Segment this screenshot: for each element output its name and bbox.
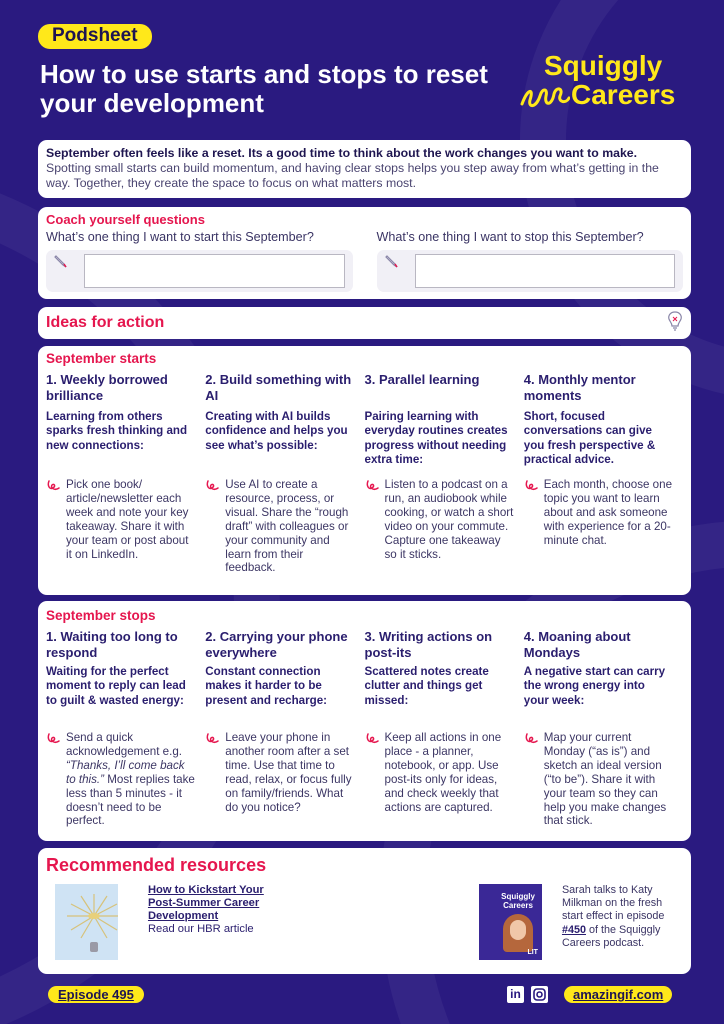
linkedin-icon[interactable]: in (507, 986, 524, 1003)
pencil-icon (54, 250, 78, 273)
item-subtitle: Short, focused conversations can give you fresh perspective & practical advice. (523, 410, 656, 466)
stop-item (46, 629, 205, 828)
item-title: 1. Weekly borrowed brilliance (46, 372, 168, 403)
item-title: 4. Monthly mentor moments (523, 372, 636, 403)
website-link[interactable]: amazingif.com (564, 986, 672, 1003)
item-action (66, 731, 195, 828)
hbr-article-link[interactable]: How to Kickstart Your Post-Summer Career Development (147, 884, 264, 922)
squiggle-bullet-icon (205, 478, 225, 575)
item-title: 3. Parallel learning (364, 372, 480, 387)
start-item (524, 372, 683, 575)
lightbulb-illustration-icon (55, 884, 118, 960)
item-subtitle: Learning from others sparks fresh thinking and new connections: (46, 410, 188, 452)
item-title: 4. Moaning about Mondays (523, 629, 631, 660)
item-action: Listen to a podcast on a run, an audiobook while cooking, or watch a short video on your commute. Capture one takeaway so it sticks. (384, 478, 514, 561)
action-text: Most replies take less than 5 minutes - it doesn’t need to be perfect. (66, 772, 195, 828)
lit-badge: LIT (527, 949, 538, 956)
guest-portrait (503, 914, 533, 952)
action-quote: “Thanks, I’ll come back to this.” (66, 758, 185, 786)
stop-item (365, 629, 524, 828)
stops-heading: September stops (46, 608, 156, 623)
item-action: Map your current Monday (“as is”) and sketch an ideal version (“to be”). Share it with your team so they can help you make changes that stick. (543, 731, 667, 828)
item-title: 2. Carrying your phone everywhere (205, 629, 348, 660)
squiggle-bullet-icon (46, 731, 66, 828)
social-links (507, 986, 548, 1003)
squiggle-icon (520, 84, 570, 110)
instagram-icon[interactable] (531, 986, 548, 1003)
start-item (46, 372, 205, 575)
podsheet-tag: Podsheet (38, 24, 152, 49)
episode-link[interactable]: #450 (561, 923, 586, 936)
logo-line1: Squiggly (544, 50, 663, 81)
squiggle-bullet-icon (205, 731, 225, 814)
action-text: Send a quick acknowledgement e.g. (66, 731, 183, 758)
recommended-resources-card (38, 848, 691, 974)
stop-item (524, 629, 683, 828)
podcast-description (562, 884, 683, 960)
coach-question-start (46, 229, 353, 292)
lightbulb-article-image[interactable] (55, 884, 118, 960)
podcast-text: Sarah talks to Katy Milkman on the fresh start effect in episode (561, 884, 665, 923)
item-subtitle: A negative start can carry the wrong energy into your week: (523, 665, 666, 707)
september-starts-card (38, 346, 691, 595)
resources-heading: Recommended resources (46, 855, 267, 875)
podcast-text: of the Squiggly Careers podcast. (561, 923, 661, 949)
item-action: Use AI to create a resource, process, or visual. Share the “rough draft” with colleagues or your community and learn from their feedback. (225, 478, 349, 575)
intro-lead: September often feels like a reset. Its a good time to think about the work changes you want to make. (46, 146, 638, 160)
ideas-for-action-bar (38, 307, 691, 339)
september-stops-card (38, 601, 691, 841)
squiggle-bullet-icon (365, 478, 385, 561)
intro-body: Spotting small starts can build momentum, and having clear stops helps you step away from what’s getting in the way. Together, they create the space to focus on what matters most. (46, 161, 659, 190)
item-subtitle: Waiting for the perfect moment to reply can lead to guilt & wasted energy: (46, 665, 186, 707)
start-item (365, 372, 524, 575)
cover-title: Squiggly (501, 892, 535, 901)
coach-question-stop (377, 229, 684, 292)
item-subtitle: Scattered notes create clutter and things get missed: (364, 665, 489, 707)
item-title: 3. Writing actions on post-its (364, 629, 493, 660)
squiggle-bullet-icon (365, 731, 385, 814)
stop-item (205, 629, 364, 828)
intro-card (38, 140, 691, 198)
cover-title: Careers (503, 901, 533, 910)
question-label: What’s one thing I want to stop this September? (376, 230, 644, 244)
coach-questions-card (38, 207, 691, 299)
ideas-heading: Ideas for action (46, 314, 165, 331)
item-subtitle: Creating with AI builds confidence and helps you see what’s possible: (205, 410, 348, 452)
item-action: Each month, choose one topic you want to learn about and ask someone with experience for a 20-minute chat. (543, 478, 673, 547)
episode-number-link[interactable]: Episode 495 (48, 986, 144, 1003)
squiggle-bullet-icon (524, 478, 544, 548)
stop-answer-input[interactable] (415, 254, 676, 288)
page-title: How to use starts and stops to reset your development (40, 59, 488, 118)
pencil-icon (385, 250, 409, 273)
squiggle-bullet-icon (46, 478, 66, 561)
item-action: Pick one book/ article/newsletter each week and note your key takeaway. Share it with your team or post about it on LinkedIn. (66, 478, 189, 561)
podcast-cover-image[interactable] (479, 884, 542, 960)
lightbulb-icon (667, 311, 683, 336)
item-title: 2. Build something with AI (205, 372, 352, 403)
squiggle-bullet-icon (524, 731, 544, 828)
squiggly-careers-logo (520, 52, 700, 110)
item-subtitle: Pairing learning with everyday routines creates progress without needing extra time: (364, 410, 508, 466)
start-answer-input[interactable] (84, 254, 345, 288)
item-action: Leave your phone in another room after a set time. Use that time to read, relax, or focus fully on family/friends. What do you notice? (225, 731, 352, 814)
item-action: Keep all actions in one place - a planner, notebook, or app. Use post-its only for ideas, and check weekly that actions are captured. (384, 731, 502, 814)
item-title: 1. Waiting too long to respond (46, 629, 178, 660)
start-item (205, 372, 364, 575)
hbr-article-caption: Read our HBR article (147, 923, 254, 935)
logo-line2: Careers (571, 79, 676, 110)
starts-heading: September starts (46, 351, 157, 366)
question-label: What’s one thing I want to start this September? (46, 230, 314, 244)
item-subtitle: Constant connection makes it harder to be present and recharge: (205, 665, 328, 707)
coach-heading: Coach yourself questions (46, 212, 205, 227)
